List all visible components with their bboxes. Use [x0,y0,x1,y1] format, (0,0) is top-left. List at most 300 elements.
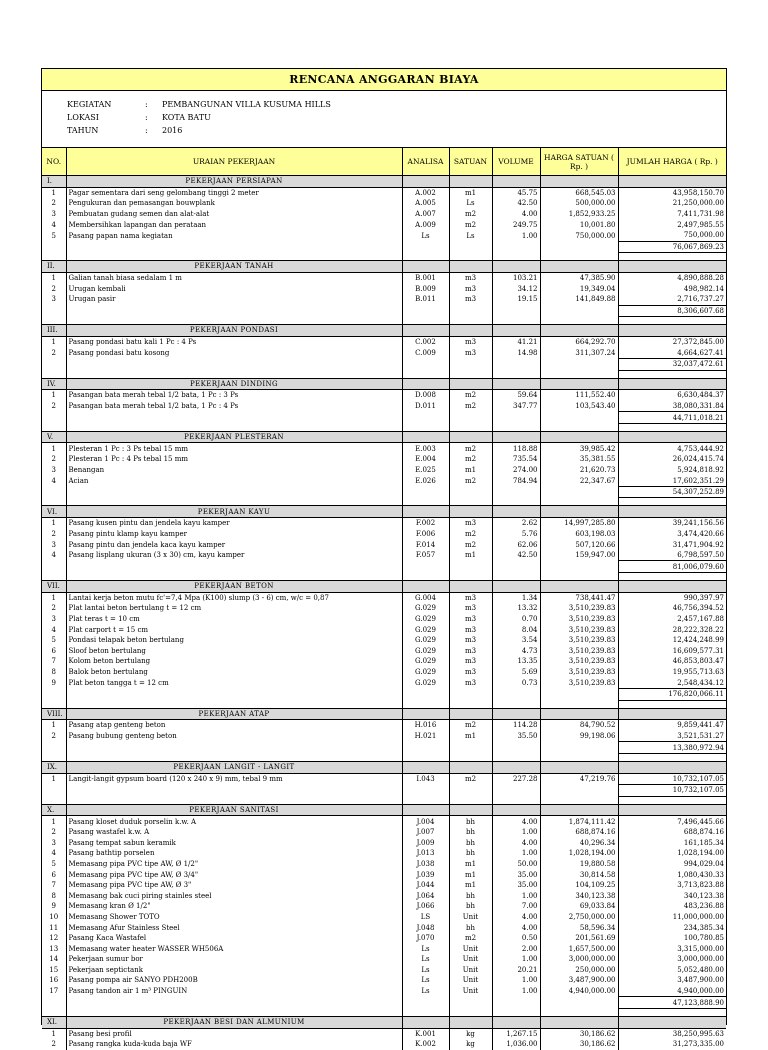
cell-harga: 3,510,239.83 [540,667,618,678]
cell-no: 14 [49,955,59,964]
cell-volume: 19.15 [492,294,540,305]
table-row [42,454,726,465]
col-header-jumlah: JUMLAH HARGA ( Rp. ) [618,148,726,176]
cell-analisa: E.026 [402,475,449,486]
cell-no: 2 [51,284,56,293]
cell-analisa: G.029 [402,667,449,678]
section-empty-cell [449,261,492,273]
section-empty-cell [492,761,540,773]
cell-no: 1 [51,1029,56,1038]
section-empty-cell [402,261,449,273]
section-empty-cell [618,261,726,273]
section-empty-cell [492,378,540,390]
section-empty-cell [402,804,449,816]
cell-volume: 1.00 [492,975,540,986]
cell-harga: 141,849.88 [540,294,618,305]
cell-satuan: bh [449,890,492,901]
subtotal-empty-cell [66,412,402,424]
cell-analisa: A.002 [402,187,449,198]
spacer-cell [42,498,66,506]
section-subtotal: 8,306,607.68 [618,305,726,317]
cell-harga: 14,997,285.80 [540,518,618,529]
cell-jumlah: 46,853,803.47 [618,656,726,667]
section-empty-cell [402,378,449,390]
section-empty-cell [449,1016,492,1028]
cell-jumlah: 3,713,823.88 [618,880,726,891]
cell-analisa: F.014 [402,539,449,550]
spacer-cell [540,498,618,506]
table-row [42,1039,726,1050]
cell-harga: 4,940,000.00 [540,986,618,997]
section-empty-cell [449,176,492,188]
subtotal-empty-cell [66,688,402,700]
cell-analisa: Ls [402,943,449,954]
spacer-cell [66,753,402,761]
cell-jumlah: 31,471,904.92 [618,539,726,550]
table-row [42,1028,726,1039]
cell-volume: 2.62 [492,518,540,529]
cell-uraian: Plesteran 1 Pc : 4 Ps tebal 15 mm [66,454,402,465]
cell-no: 1 [51,721,56,730]
table-row [42,592,726,603]
cell-jumlah: 4,890,888.28 [618,272,726,283]
cell-harga: 30,814.58 [540,869,618,880]
table-row [42,272,726,283]
section-empty-cell [618,1016,726,1028]
cell-jumlah: 4,753,444.92 [618,443,726,454]
cell-no: 8 [51,668,56,677]
spacer-row [42,423,726,431]
cell-analisa: G.029 [402,677,449,688]
cell-satuan: bh [449,901,492,912]
cell-jumlah: 28,222,328.22 [618,624,726,635]
spacer-cell [66,573,402,581]
cell-no: 2 [51,828,56,837]
rab-sheet [41,68,727,1049]
cell-uraian: Pasang pondasi batu kosong [66,347,402,358]
cell-harga: 1,028,194.00 [540,848,618,859]
section-number: X. [42,804,66,816]
subtotal-empty-cell [66,358,402,370]
section-subtotal: 76,067,869.23 [618,241,726,253]
table-row [42,209,726,220]
cell-uraian: Pasang kusen pintu dan jendela kayu kamper [66,518,402,529]
section-number: II. [42,261,66,273]
cell-harga: 35,381.55 [540,454,618,465]
cell-jumlah: 161,185.34 [618,837,726,848]
cell-harga: 3,510,239.83 [540,646,618,657]
info-label: KEGIATAN [67,100,112,109]
section-empty-cell [492,1016,540,1028]
cell-analisa: E.025 [402,465,449,476]
cell-analisa: G.029 [402,624,449,635]
cell-volume: 8.04 [492,624,540,635]
cell-volume: 1.00 [492,848,540,859]
spacer-cell [540,253,618,261]
table-body [42,176,726,1050]
section-empty-cell [540,431,618,443]
cell-analisa: Ls [402,965,449,976]
spacer-cell [42,796,66,804]
cell-jumlah: 3,315,000.00 [618,943,726,954]
cell-uraian: Plat carport t = 15 cm [66,624,402,635]
cell-analisa: A.005 [402,198,449,209]
section-subtotal: 10,732,107.05 [618,785,726,797]
cell-volume: 0.50 [492,933,540,944]
cell-jumlah: 12,424,248.99 [618,635,726,646]
spacer-row [42,1008,726,1016]
spacer-cell [402,753,449,761]
cell-satuan: m3 [449,677,492,688]
spacer-cell [618,498,726,506]
cell-jumlah: 483,236.88 [618,901,726,912]
subtotal-empty-cell [492,412,540,424]
subtotal-empty-cell [449,785,492,797]
cell-volume: 45.75 [492,187,540,198]
subtotal-row [42,412,726,424]
spacer-cell [449,253,492,261]
cell-jumlah: 100,780.85 [618,933,726,944]
subtotal-empty-cell [42,486,66,498]
cell-uraian: Memasang pipa PVC tipe AW, Ø 1/2" [66,859,402,870]
section-empty-cell [618,325,726,337]
cell-harga: 3,510,239.83 [540,614,618,625]
col-header-harga: HARGA SATUAN ( Rp. ) [540,148,618,176]
cell-uraian: Pasang bubung genteng beton [66,731,402,742]
subtotal-empty-cell [42,785,66,797]
cell-harga: 3,510,239.83 [540,624,618,635]
table-header-row [42,148,726,176]
cell-uraian: Benangan [66,465,402,476]
cell-analisa: G.029 [402,646,449,657]
cell-no: 6 [51,646,56,655]
section-number: V. [42,431,66,443]
cell-satuan: m3 [449,283,492,294]
table-row [42,465,726,476]
cell-satuan: Unit [449,943,492,954]
cell-analisa: B.011 [402,294,449,305]
cell-satuan: Unit [449,975,492,986]
table-row [42,656,726,667]
cell-no: 3 [51,615,56,624]
section-empty-cell [618,708,726,720]
cell-harga: 750,000.00 [540,230,618,241]
cell-jumlah: 11,000,000.00 [618,912,726,923]
section-name: PEKERJAAN DINDING [66,378,402,390]
section-number: VIII. [42,708,66,720]
cell-volume: 103.21 [492,272,540,283]
col-header-no: NO. [42,148,66,176]
section-header-row [42,804,726,816]
cell-satuan: m2 [449,443,492,454]
table-row [42,869,726,880]
cell-analisa: B.009 [402,283,449,294]
cell-jumlah: 2,497,985.55 [618,219,726,230]
cell-no: 4 [51,220,56,229]
cell-jumlah: 2,457,167.88 [618,614,726,625]
cell-analisa: C.002 [402,336,449,347]
spacer-cell [449,700,492,708]
cell-satuan: bh [449,837,492,848]
cell-satuan: bh [449,827,492,838]
section-name: PEKERJAAN BETON [66,581,402,593]
section-subtotal: 176,820,066.11 [618,688,726,700]
cell-harga: 104,109.25 [540,880,618,891]
subtotal-empty-cell [540,561,618,573]
section-header-row [42,506,726,518]
cell-analisa: G.029 [402,656,449,667]
cell-uraian: Pasang kloset duduk porselin k.w. A [66,816,402,827]
cell-uraian: Pasang tandon air 1 m³ PINGUIN [66,986,402,997]
cell-satuan: m1 [449,859,492,870]
section-number: XI. [42,1016,66,1028]
spacer-cell [66,498,402,506]
table-row [42,848,726,859]
cell-analisa: F.057 [402,550,449,561]
cell-analisa: J.070 [402,933,449,944]
cell-volume: 41.21 [492,336,540,347]
cell-analisa: J.004 [402,816,449,827]
subtotal-row [42,742,726,754]
cell-volume: 42.50 [492,198,540,209]
subtotal-empty-cell [492,561,540,573]
section-header-row [42,176,726,188]
cell-harga: 22,347.67 [540,475,618,486]
table-row [42,720,726,731]
subtotal-empty-cell [540,486,618,498]
cell-volume: 42.50 [492,550,540,561]
section-empty-cell [540,261,618,273]
cell-analisa: G.029 [402,614,449,625]
spacer-cell [540,1008,618,1016]
cell-jumlah: 340,123.38 [618,890,726,901]
cell-no: 1 [51,444,56,453]
cell-satuan: kg [449,1039,492,1050]
cell-no: 2 [51,455,56,464]
cell-uraian: Langit-langit gypsum board (120 x 240 x 9) mm, tebal 9 mm [66,773,402,785]
cell-uraian: Pasang pondasi batu kali 1 Pc : 4 Ps [66,336,402,347]
section-number: III. [42,325,66,337]
section-empty-cell [449,506,492,518]
col-header-volume: VOLUME [492,148,540,176]
section-subtotal: 81,006,079.60 [618,561,726,573]
cell-no: 8 [51,891,56,900]
section-empty-cell [540,325,618,337]
cell-no: 2 [51,529,56,538]
cell-harga: 738,441.47 [540,592,618,603]
spacer-cell [66,700,402,708]
section-empty-cell [540,708,618,720]
spacer-cell [402,700,449,708]
subtotal-empty-cell [66,305,402,317]
subtotal-empty-cell [42,742,66,754]
cell-jumlah: 2,548,434.12 [618,677,726,688]
section-header-row [42,761,726,773]
cell-jumlah: 6,798,597.50 [618,550,726,561]
table-row [42,646,726,657]
cell-no: 15 [49,965,59,974]
cell-no: 3 [51,295,56,304]
cell-harga: 103,543.40 [540,401,618,412]
info-value: KOTA BATU [162,113,211,122]
cell-analisa: J.066 [402,901,449,912]
spacer-cell [492,753,540,761]
cell-analisa: D.008 [402,390,449,401]
cell-uraian: Plat teras t = 10 cm [66,614,402,625]
cell-jumlah: 27,372,845.00 [618,336,726,347]
cell-no: 1 [51,274,56,283]
cell-uraian: Memasang Afur Stainless Steel [66,922,402,933]
table-row [42,603,726,614]
cell-jumlah: 7,496,445.66 [618,816,726,827]
cell-harga: 99,198.06 [540,731,618,742]
subtotal-empty-cell [402,305,449,317]
subtotal-row [42,486,726,498]
cell-uraian: Membersihkan lapangan dan perataan [66,219,402,230]
table-row [42,283,726,294]
cell-uraian: Pasang Kaca Wastafel [66,933,402,944]
cell-harga: 668,545.03 [540,187,618,198]
subtotal-empty-cell [540,742,618,754]
cell-uraian: Memasang pipa PVC tipe AW, Ø 3" [66,880,402,891]
cell-harga: 2,750,000.00 [540,912,618,923]
cell-uraian: Plat beton tangga t = 12 cm [66,677,402,688]
cell-satuan: m1 [449,550,492,561]
cell-uraian: Pasangan bata merah tebal 1/2 bata, 1 Pc : 3 Ps [66,390,402,401]
section-header-row [42,378,726,390]
spacer-cell [492,423,540,431]
cell-volume: 35.00 [492,869,540,880]
cell-volume: 59.64 [492,390,540,401]
cell-uraian: Sloof beton bertulang [66,646,402,657]
cell-analisa: G.029 [402,603,449,614]
cell-satuan: Ls [449,198,492,209]
cell-analisa: A.007 [402,209,449,220]
cell-volume: 0.73 [492,677,540,688]
section-empty-cell [492,708,540,720]
cell-jumlah: 5,052,480.00 [618,965,726,976]
section-empty-cell [402,761,449,773]
subtotal-row [42,241,726,253]
cell-analisa: B.001 [402,272,449,283]
table-row [42,859,726,870]
cell-no: 3 [51,465,56,474]
cell-volume: 20.21 [492,965,540,976]
section-subtotal: 13,380,972.94 [618,742,726,754]
section-name: PEKERJAAN LANGIT - LANGIT [66,761,402,773]
spacer-cell [492,796,540,804]
cell-volume: 4.00 [492,816,540,827]
subtotal-empty-cell [402,412,449,424]
cell-harga: 3,510,239.83 [540,656,618,667]
subtotal-empty-cell [449,241,492,253]
spacer-cell [618,753,726,761]
cell-harga: 3,000,000.00 [540,954,618,965]
cell-satuan: m3 [449,336,492,347]
cell-analisa: E.003 [402,443,449,454]
subtotal-empty-cell [66,742,402,754]
subtotal-empty-cell [449,742,492,754]
section-empty-cell [492,431,540,443]
cell-no: 11 [49,923,59,932]
cell-jumlah: 43,958,150.70 [618,187,726,198]
cell-uraian: Pembuatan gudang semen dan alat-alat [66,209,402,220]
section-empty-cell [618,431,726,443]
section-empty-cell [402,581,449,593]
cell-no: 2 [51,199,56,208]
cell-harga: 250,000.00 [540,965,618,976]
spacer-cell [66,253,402,261]
subtotal-empty-cell [42,997,66,1009]
cell-volume: 4.00 [492,912,540,923]
table-row [42,336,726,347]
spacer-cell [402,796,449,804]
subtotal-empty-cell [42,305,66,317]
section-number: I. [42,176,66,188]
subtotal-empty-cell [402,785,449,797]
cell-no: 4 [51,625,56,634]
table-row [42,529,726,540]
info-block [42,91,726,148]
subtotal-empty-cell [492,486,540,498]
cell-volume: 735.54 [492,454,540,465]
section-number: VII. [42,581,66,593]
spacer-cell [540,317,618,325]
cell-satuan: m1 [449,869,492,880]
subtotal-row [42,997,726,1009]
cell-uraian: Pekerjaan sumur bor [66,954,402,965]
cell-uraian: Pengukuran dan pemasangan bouwplank [66,198,402,209]
spacer-row [42,753,726,761]
spacer-cell [618,573,726,581]
cell-uraian: Plesteran 1 Pc : 3 Ps tebal 15 mm [66,443,402,454]
table-row [42,933,726,944]
spacer-cell [42,573,66,581]
cell-volume: 4.00 [492,922,540,933]
subtotal-row [42,785,726,797]
table-row [42,294,726,305]
cell-uraian: Pasang pompa air SANYO PDH200B [66,975,402,986]
cell-jumlah: 2,716,737.27 [618,294,726,305]
spacer-cell [42,700,66,708]
cell-volume: 35.00 [492,880,540,891]
spacer-row [42,253,726,261]
cell-volume: 14.98 [492,347,540,358]
cell-uraian: Pasang rangka kuda-kuda baja WF [66,1039,402,1050]
cell-jumlah: 31,273,335.00 [618,1039,726,1050]
info-colon: : [145,113,148,122]
cell-volume: 227.28 [492,773,540,785]
cell-uraian: Memasang bak cuci piring stainles steel [66,890,402,901]
budget-table [42,148,726,1050]
cell-satuan: m3 [449,667,492,678]
section-empty-cell [618,761,726,773]
cell-analisa: J.048 [402,922,449,933]
section-empty-cell [492,581,540,593]
spacer-row [42,573,726,581]
section-name: PEKERJAAN PLESTERAN [66,431,402,443]
subtotal-empty-cell [42,688,66,700]
cell-harga: 3,510,239.83 [540,603,618,614]
cell-jumlah: 994,029.04 [618,859,726,870]
cell-jumlah: 3,487,900.00 [618,975,726,986]
spacer-cell [492,317,540,325]
cell-no: 5 [51,859,56,868]
cell-satuan: m2 [449,209,492,220]
cell-jumlah: 7,411,731.98 [618,209,726,220]
cell-satuan: Unit [449,986,492,997]
cell-harga: 111,552.40 [540,390,618,401]
